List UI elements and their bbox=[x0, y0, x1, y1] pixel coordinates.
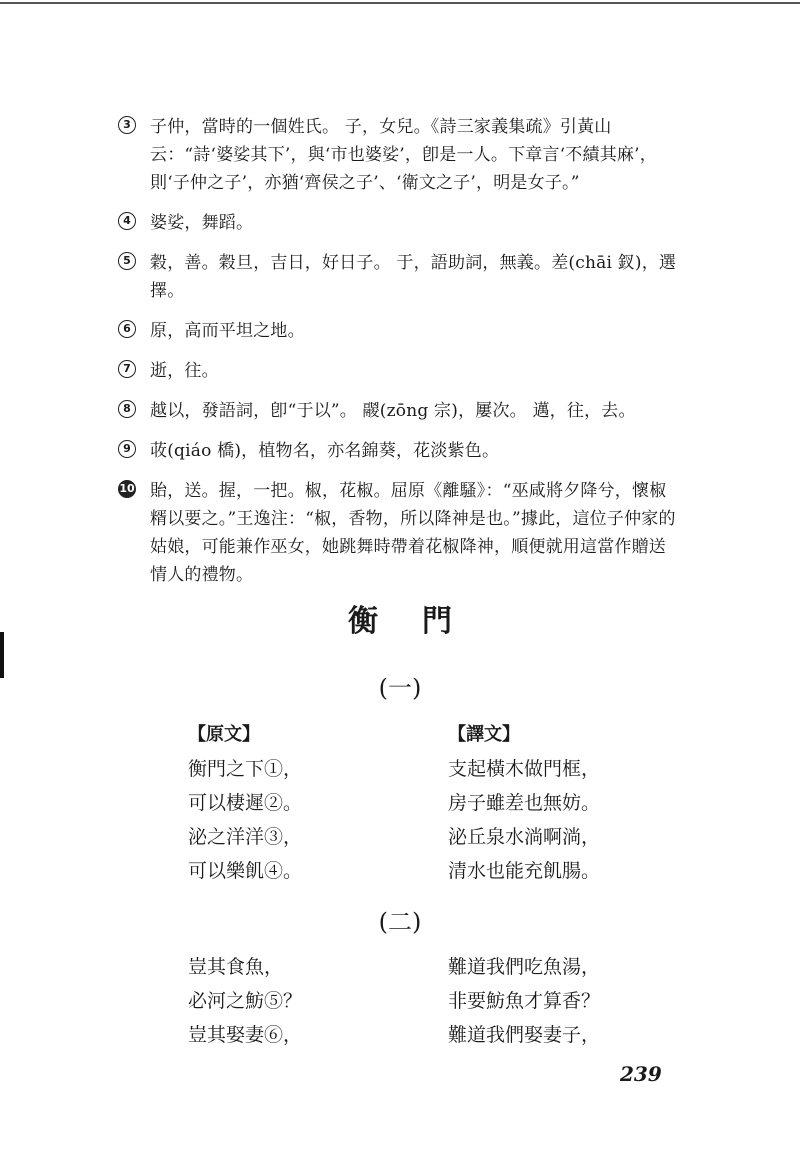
translation-line: 房子雖差也無妨。 bbox=[448, 792, 601, 814]
note-10 bbox=[118, 477, 678, 589]
translation-column-1 bbox=[448, 720, 600, 888]
stanza-number-2: (二) bbox=[378, 908, 422, 936]
original-column-1 bbox=[188, 720, 302, 888]
translation-line: 支起橫木做門框， bbox=[448, 758, 601, 780]
translation-line: 難道我們娶妻子， bbox=[448, 1024, 601, 1046]
note-number: 8 bbox=[118, 400, 136, 418]
translation-column-2 bbox=[448, 950, 600, 1052]
note-text: 原，高而平坦之地。 bbox=[150, 321, 305, 341]
poem-line: 豈其食魚， bbox=[188, 956, 284, 978]
note-5 bbox=[118, 249, 678, 305]
poem-line: 可以棲遲②。 bbox=[188, 792, 303, 814]
translation-header: 【譯文】 bbox=[448, 724, 520, 745]
note-text: 荍(qiáo 橋)，植物名，亦名錦葵，花淡紫色。 bbox=[150, 441, 500, 461]
poem-line: 泌之洋洋③， bbox=[188, 826, 303, 848]
note-9 bbox=[118, 437, 678, 465]
note-8 bbox=[118, 397, 678, 425]
note-text: 婆娑，舞蹈。 bbox=[150, 213, 254, 233]
note-number: 9 bbox=[118, 440, 136, 458]
poem-line: 豈其娶妻⑥， bbox=[188, 1024, 303, 1046]
translation-line: 非要魴魚才算香？ bbox=[448, 990, 601, 1012]
poem-line: 衡門之下①， bbox=[188, 758, 303, 780]
note-number: 7 bbox=[118, 360, 136, 378]
note-number: 4 bbox=[118, 212, 136, 230]
note-text: 貽，送。握，一把。椒，花椒。屈原《離騷》：“巫咸將夕降兮，懷椒糈以要之。”王逸注：“椒，香物，所以降神是也。”據此，這位子仲家的姑娘，可能兼作巫女，她跳舞時帶着花椒降神，順便就用這當作贈送情人的禮物。 bbox=[150, 481, 676, 585]
original-header: 【原文】 bbox=[188, 724, 260, 745]
note-text: 越以，發語詞，卽“于以”。 鬷(zōng 宗)，屢次。 邁，往，去。 bbox=[150, 401, 636, 421]
poem-line: 必河之魴⑤？ bbox=[188, 990, 303, 1012]
original-column-2 bbox=[188, 950, 302, 1052]
translation-line: 難道我們吃魚湯， bbox=[448, 956, 601, 978]
note-number: 3 bbox=[118, 116, 136, 134]
stanza-number-1: (一) bbox=[378, 674, 422, 702]
footnotes bbox=[118, 113, 678, 601]
note-7 bbox=[118, 357, 678, 385]
note-4 bbox=[118, 209, 678, 237]
page-number: 239 bbox=[620, 1062, 662, 1086]
note-text: 子仲，當時的一個姓氏。 子，女兒。《詩三家義集疏》引黃山云：“詩‘婆娑其下’，與‘市也婆娑’，卽是一人。下章言‘不績其麻’，則‘子仲之子’，亦猶‘齊侯之子’、‘衛文之子’，明是女子。” bbox=[150, 117, 657, 193]
note-number: 6 bbox=[118, 320, 136, 338]
note-text: 穀，善。穀旦，吉日，好日子。 于，語助詞，無義。差(chāi 釵)，選擇。 bbox=[150, 253, 677, 301]
note-number: 5 bbox=[118, 252, 136, 270]
note-number: 10 bbox=[118, 480, 136, 498]
note-text: 逝，往。 bbox=[150, 361, 219, 381]
note-6 bbox=[118, 317, 678, 345]
translation-line: 泌丘泉水淌啊淌， bbox=[448, 826, 601, 848]
note-3 bbox=[118, 113, 678, 197]
poem-title: 衡門 bbox=[348, 604, 496, 639]
translation-line: 清水也能充飢腸。 bbox=[448, 860, 601, 882]
top-border-line bbox=[0, 2, 800, 4]
poem-line: 可以樂飢④。 bbox=[188, 860, 303, 882]
